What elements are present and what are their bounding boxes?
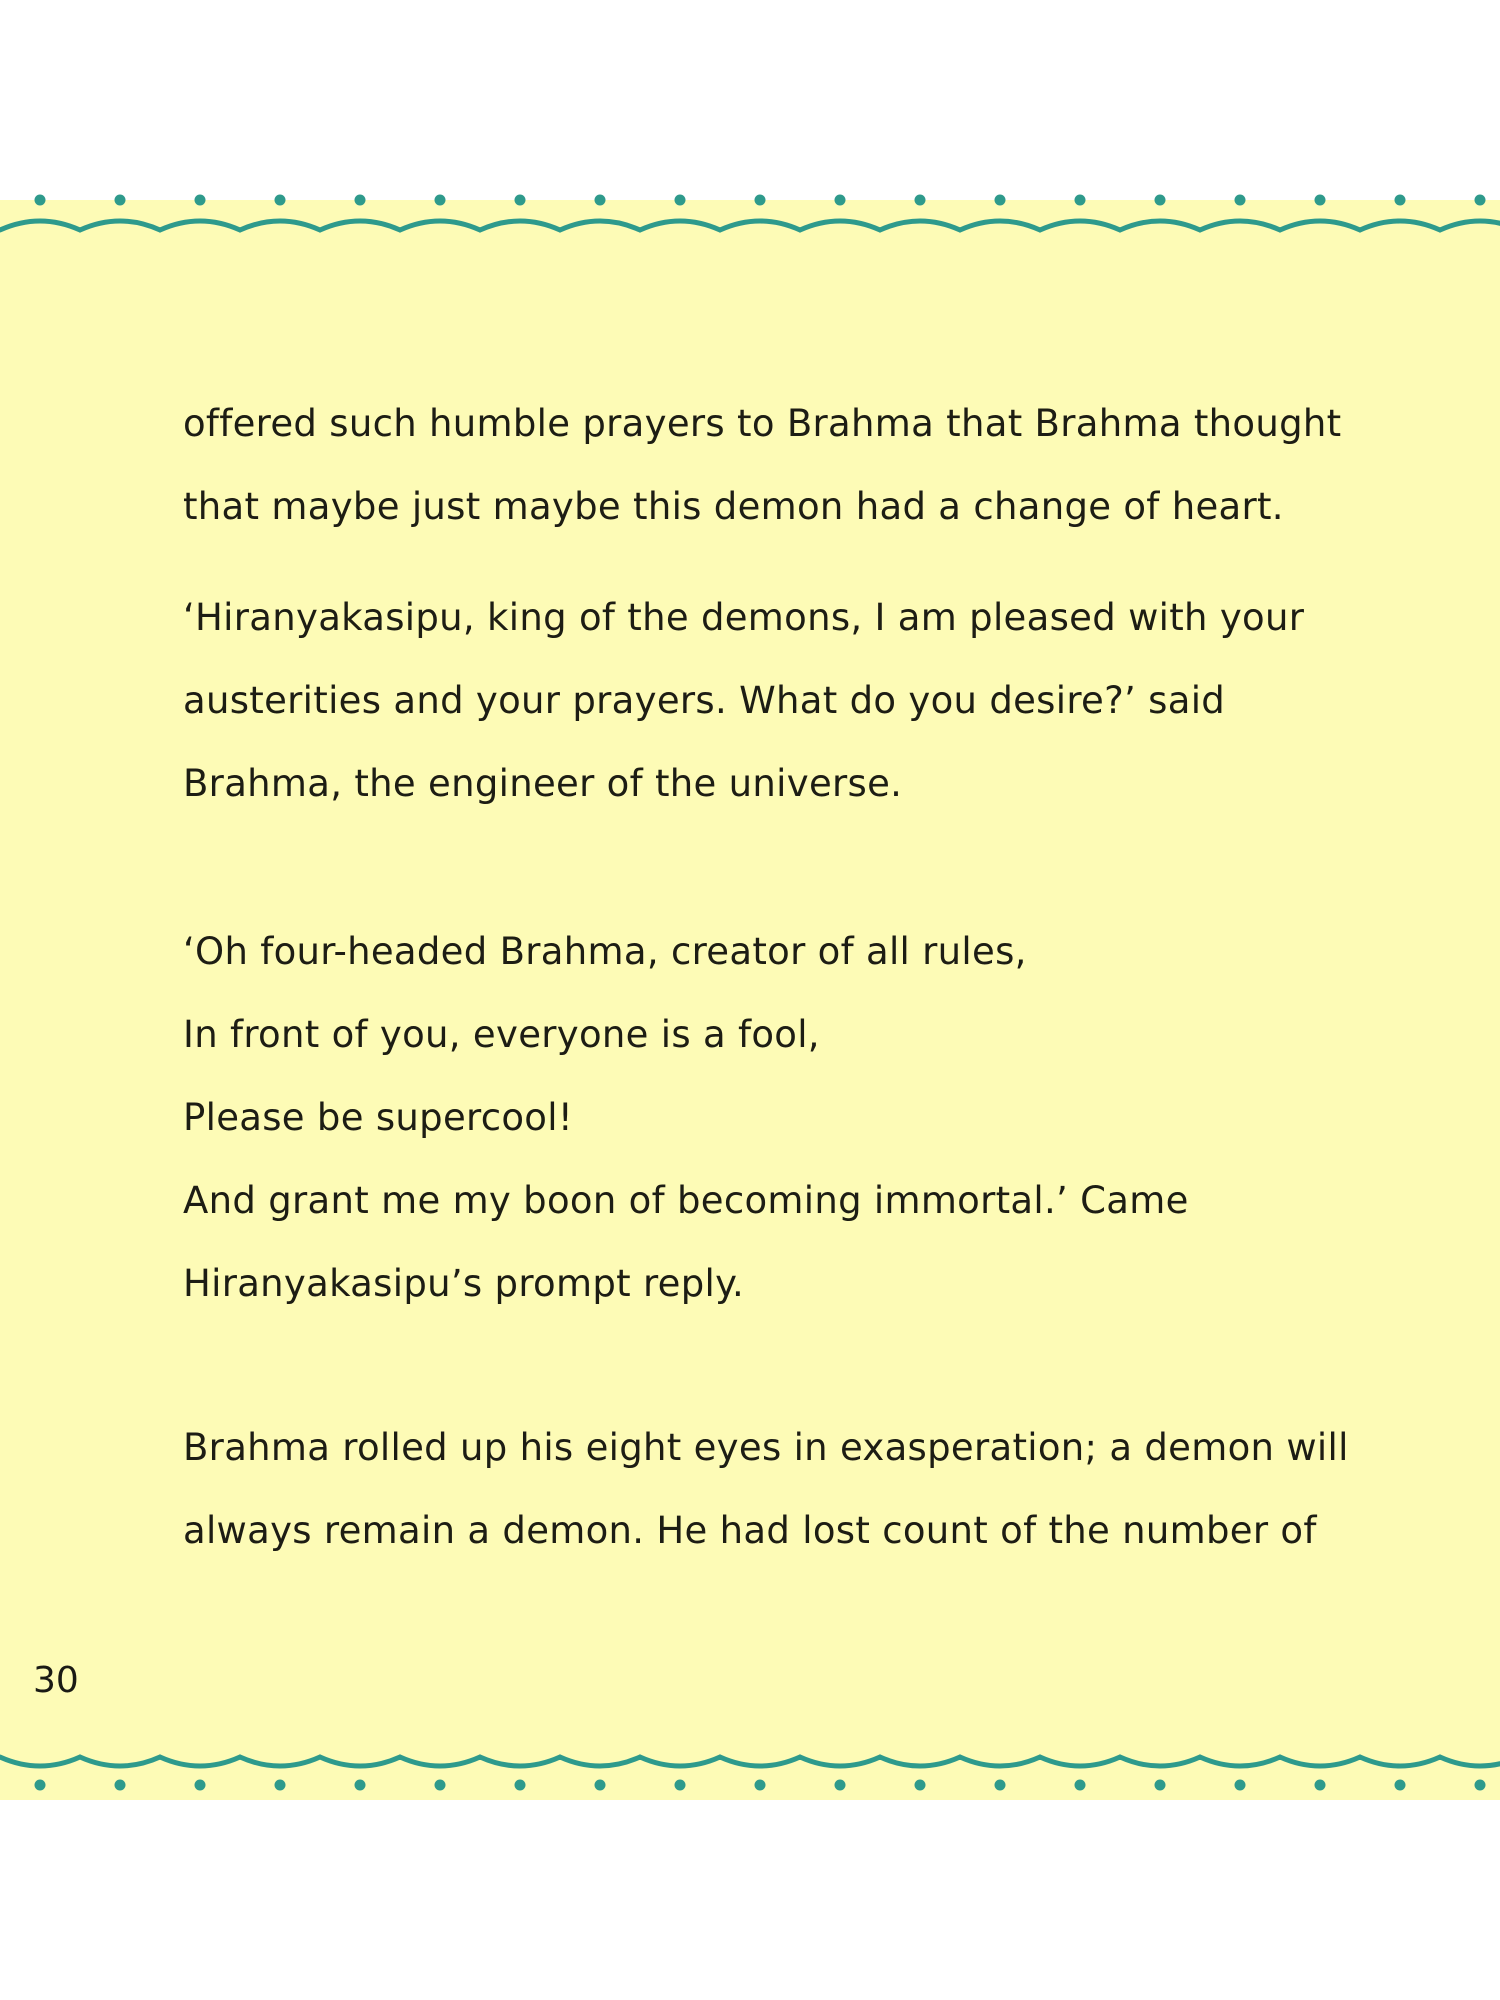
border-dot <box>195 1780 206 1791</box>
text-line: offered such humble prayers to Brahma that Brahma thought <box>183 402 1342 445</box>
border-dot <box>355 195 366 206</box>
border-dot <box>755 195 766 206</box>
text-line: ‘Oh four-headed Brahma, creator of all rules, <box>183 930 1027 973</box>
border-dot <box>115 195 126 206</box>
border-dot <box>275 1780 286 1791</box>
text-line: that maybe just maybe this demon had a change of heart. <box>183 485 1284 528</box>
border-dot <box>435 1780 446 1791</box>
border-dot <box>435 195 446 206</box>
border-dot <box>1475 1780 1486 1791</box>
border-dot <box>515 1780 526 1791</box>
border-dot <box>515 195 526 206</box>
top-decorative-border <box>0 190 1500 250</box>
border-dot <box>1075 195 1086 206</box>
paragraph-3-verse <box>183 910 1383 1325</box>
border-dot <box>675 1780 686 1791</box>
border-dot <box>995 1780 1006 1791</box>
border-dot <box>35 195 46 206</box>
border-dot <box>1315 195 1326 206</box>
border-dot <box>755 1780 766 1791</box>
scallop-line <box>0 221 1500 230</box>
text-line: Hiranyakasipu’s prompt reply. <box>183 1262 745 1305</box>
border-dot <box>675 195 686 206</box>
border-dot <box>355 1780 366 1791</box>
bottom-decorative-border <box>0 1735 1500 1795</box>
text-line: Brahma rolled up his eight eyes in exasperation; a demon will <box>183 1426 1349 1469</box>
text-line: Please be supercool! <box>183 1096 573 1139</box>
border-dot <box>1315 1780 1326 1791</box>
text-line: And grant me my boon of becoming immortal.’ Came <box>183 1179 1189 1222</box>
border-dot <box>1155 195 1166 206</box>
border-dot <box>115 1780 126 1791</box>
border-dot <box>595 195 606 206</box>
border-dot <box>1075 1780 1086 1791</box>
paragraph-2 <box>183 576 1383 825</box>
border-dot <box>1395 1780 1406 1791</box>
paragraph-1 <box>183 382 1383 548</box>
border-dot <box>595 1780 606 1791</box>
border-dot <box>275 195 286 206</box>
scallop-line <box>0 1757 1500 1766</box>
paragraph-4 <box>183 1406 1383 1572</box>
text-line: Brahma, the engineer of the universe. <box>183 762 903 805</box>
border-dot <box>195 195 206 206</box>
border-dot <box>35 1780 46 1791</box>
border-dot <box>915 1780 926 1791</box>
text-line: austerities and your prayers. What do you desire?’ said <box>183 679 1226 722</box>
border-dot <box>995 195 1006 206</box>
border-dot <box>1475 195 1486 206</box>
text-line: ‘Hiranyakasipu, king of the demons, I am pleased with your <box>183 596 1305 639</box>
border-dot <box>915 195 926 206</box>
border-dot <box>1155 1780 1166 1791</box>
border-dot <box>1235 195 1246 206</box>
border-dot <box>835 1780 846 1791</box>
border-dot <box>835 195 846 206</box>
text-line: always remain a demon. He had lost count of the number of <box>183 1509 1317 1552</box>
border-dot <box>1395 195 1406 206</box>
page-number: 30 <box>33 1660 79 1701</box>
border-dot <box>1235 1780 1246 1791</box>
text-line: In front of you, everyone is a fool, <box>183 1013 820 1056</box>
